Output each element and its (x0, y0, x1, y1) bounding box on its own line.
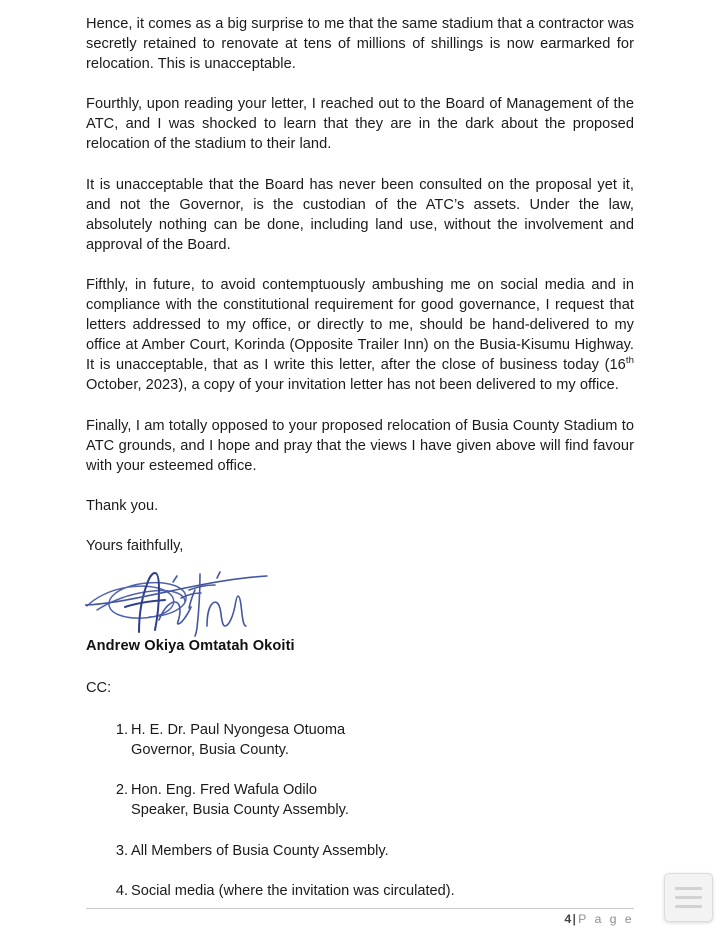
list-item-line-1: Hon. Eng. Fred Wafula Odilo (131, 782, 318, 799)
document-body (86, 14, 634, 921)
list-item-line-1: All Members of Busia County Assembly. (131, 842, 389, 859)
list-item-number: 1. (115, 722, 128, 739)
list-item-line-1: H. E. Dr. Paul Nyongesa Otuoma (131, 722, 346, 739)
hamburger-icon-bar-bottom (675, 905, 702, 908)
hamburger-icon-bar-middle (675, 896, 702, 899)
footer-separator: | (572, 912, 577, 926)
list-item (86, 780, 634, 820)
hamburger-icon-bar-top (675, 887, 702, 890)
thank-you-line: Thank you. (86, 497, 159, 514)
list-item-number: 4. (115, 882, 128, 899)
signature-image (86, 558, 286, 636)
closing-salutation: Yours faithfully, (86, 537, 184, 554)
paragraph-fourthly: Fourthly, upon reading your letter, I reached out to the Board of Management of the ATC, and I was shocked to learn that they are in the dark about the proposed relocation of the stadium to their land. (86, 96, 634, 153)
cc-label: CC: (86, 680, 112, 697)
paragraph-finally: Finally, I am totally opposed to your proposed relocation of Busia County Stadium to ATC grounds, and I hope and pray that the views I have given above will find favour with your esteemed office. (86, 417, 634, 474)
footer-page-word: P a g e (578, 912, 634, 926)
cc-recipient-list (86, 720, 634, 901)
ordinal-suffix: th (625, 355, 634, 367)
footer-divider (86, 908, 634, 909)
fifthly-text-part-two: October, 2023), a copy of your invitation letter has not been delivered to my office. (86, 377, 619, 394)
list-item (86, 720, 634, 760)
signer-name: Andrew Okiya Omtatah Okoiti (86, 637, 295, 654)
page-footer (564, 912, 634, 926)
list-item (86, 881, 634, 901)
list-item-line-2: Governor, Busia County. (131, 742, 289, 759)
list-item-number: 2. (115, 782, 128, 799)
page-number: 4 (564, 912, 572, 926)
paragraph-hence: Hence, it comes as a big surprise to me that the same stadium that a contractor was secretly retained to renovate at tens of millions of shillings is now earmarked for relocation. This is unacceptable. (86, 16, 634, 73)
list-item-line-2: Speaker, Busia County Assembly. (131, 802, 349, 819)
paragraph-board-unacceptable: It is unacceptable that the Board has never been consulted on the proposal yet it, and not the Governor, is the custodian of the ATC’s assets. Under the law, absolutely nothing can be done, including land use, without the involvement and approval of the Board. (86, 176, 634, 253)
paragraph-fifthly (86, 275, 634, 396)
fifthly-text-part-one: Fifthly, in future, to avoid contemptuously ambushing me on social media and in compliance with the constitutional requirement for good governance, I request that letters addressed to my office, or directly to me, should be hand-delivered to my office at Amber Court, Korinda (Opposite Trailer Inn) on the Busia-Kisumu Highway. It is unacceptable, that as I write this letter, after the close of business today (16 (86, 276, 634, 374)
menu-button[interactable] (664, 873, 713, 922)
list-item-line-1: Social media (where the invitation was circulated). (131, 882, 455, 899)
list-item-number: 3. (115, 842, 128, 859)
list-item (86, 841, 634, 861)
